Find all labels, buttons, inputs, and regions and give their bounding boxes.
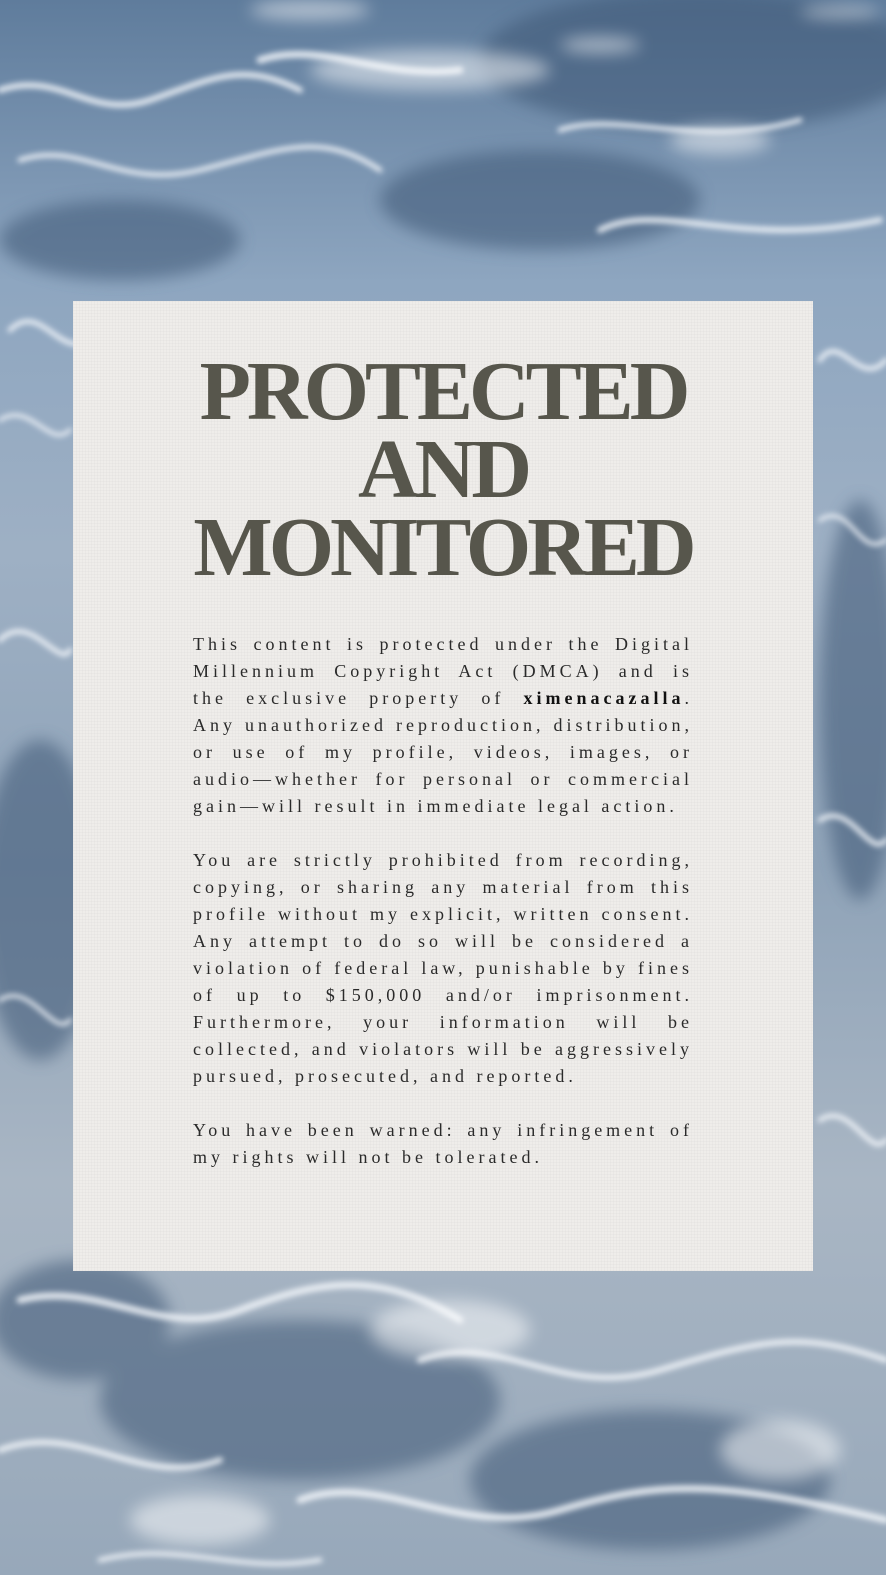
headline-line-1: PROTECTED [199,345,687,438]
notice-p1-after: . Any unauthorized reproduction, distribution, or use of my profile, videos, images, or audio—whether for personal or commercial gain—will result in immediate legal action. [193,688,693,816]
notice-paragraph-1 [193,631,693,820]
headline-line-2: AND [358,423,528,516]
headline [73,345,813,594]
notice-paragraph-2: You are strictly prohibited from recording, copying, or sharing any material from this profile without my explicit, written consent. Any attempt to do so will be considered a violation of federal law, punishable by fines of up to $150,000 and/or imprisonment. Furthermore, your information will be collected, and violators will be aggressively pursued, prosecuted, and reported. [193,850,693,1086]
notice-paragraph-3: You have been warned: any infringement of my rights will not be tolerated. [193,1120,693,1167]
notice-p1-before: This content is protected under the Digital Millennium Copyright Act (DMCA) and is the exclusive property of [193,634,693,708]
notice-card [73,301,813,1271]
owner-username: ximenacazalla [523,688,685,708]
headline-line-3: MONITORED [193,501,693,594]
notice-body [193,631,693,1198]
